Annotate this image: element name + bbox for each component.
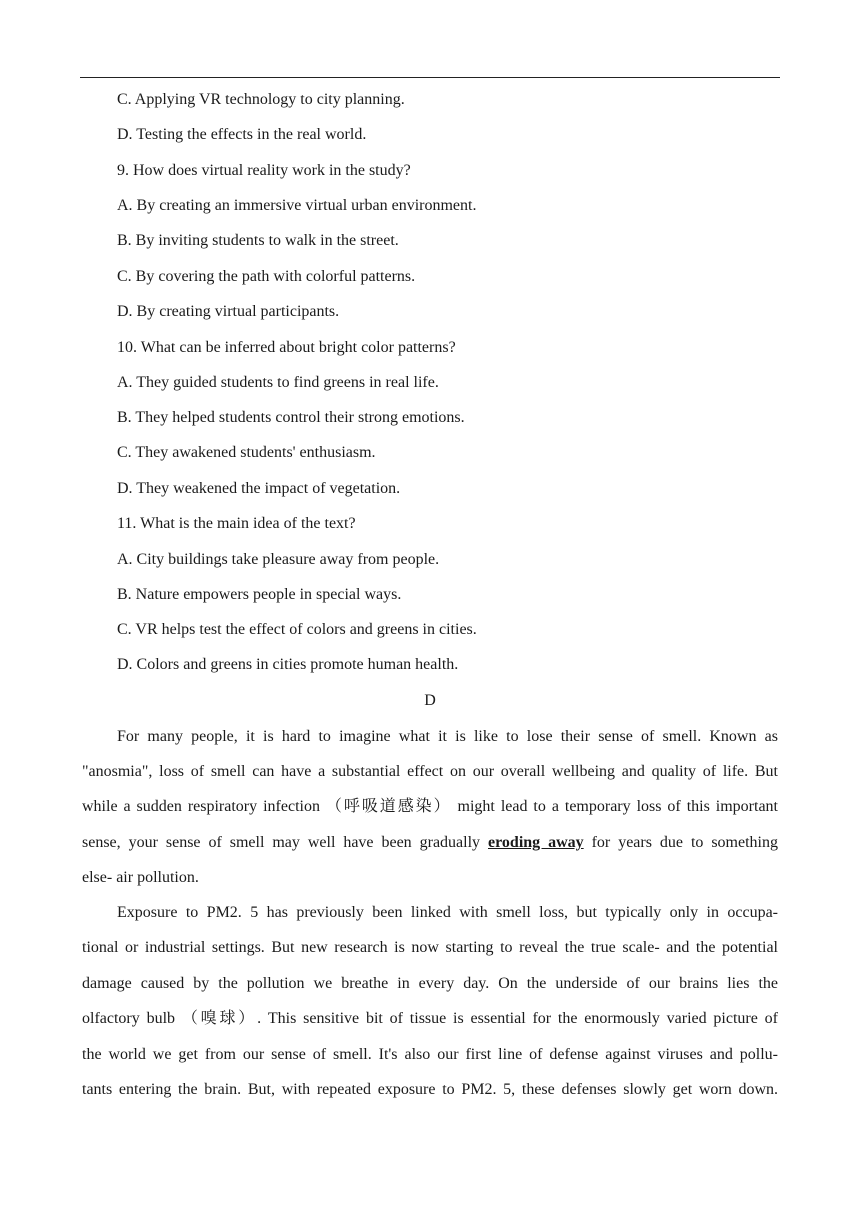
paragraph-line: while a sudden respiratory infection （呼吸道感染） might lead to a temporary loss of this important: [82, 798, 778, 815]
q11-option-b: B. Nature empowers people in special ways.: [117, 586, 402, 603]
paragraph-line: Exposure to PM2. 5 has previously been linked with smell loss, but typically only in occupa-: [117, 904, 778, 921]
passage-label: D: [424, 692, 436, 709]
q11-option-a: A. City buildings take pleasure away from people.: [117, 551, 440, 568]
q8-option-c: C. Applying VR technology to city planning.: [117, 91, 405, 108]
q9-option-c: C. By covering the path with colorful patterns.: [117, 268, 416, 285]
line-text: sense, your sense of smell may well have been gradually: [82, 834, 488, 851]
paragraph-line: damage caused by the pollution we breathe in every day. On the underside of our brains lies the: [82, 975, 778, 992]
q11-option-c: C. VR helps test the effect of colors and greens in cities.: [117, 621, 477, 638]
paragraph-line: tants entering the brain. But, with repeated exposure to PM2. 5, these defenses slowly get worn down.: [82, 1081, 778, 1098]
question-9: 9. How does virtual reality work in the study?: [117, 162, 411, 179]
q10-option-a: A. They guided students to find greens in real life.: [117, 374, 439, 391]
q8-option-d: D. Testing the effects in the real world.: [117, 126, 367, 143]
q10-option-b: B. They helped students control their strong emotions.: [117, 409, 465, 426]
paragraph-line: else- air pollution.: [82, 869, 199, 886]
question-10: 10. What can be inferred about bright color patterns?: [117, 339, 456, 356]
paragraph-line: [82, 833, 778, 853]
underlined-phrase: eroding away: [488, 834, 584, 851]
q11-option-d: D. Colors and greens in cities promote human health.: [117, 656, 459, 673]
paragraph-line: "anosmia", loss of smell can have a substantial effect on our overall wellbeing and quality of life. But: [82, 763, 778, 780]
header-rule: [80, 77, 780, 78]
q9-option-a: A. By creating an immersive virtual urban environment.: [117, 197, 477, 214]
question-11: 11. What is the main idea of the text?: [117, 515, 356, 532]
line-text: for years due to something: [583, 834, 778, 851]
q10-option-d: D. They weakened the impact of vegetation.: [117, 480, 401, 497]
paragraph-line: For many people, it is hard to imagine what it is like to lose their sense of smell. Known as: [117, 728, 778, 745]
paragraph-line: tional or industrial settings. But new research is now starting to reveal the true scale- and the potential: [82, 939, 778, 956]
q10-option-c: C. They awakened students' enthusiasm.: [117, 444, 376, 461]
paragraph-line: the world we get from our sense of smell. It's also our first line of defense against viruses and pollu-: [82, 1046, 778, 1063]
q9-option-b: B. By inviting students to walk in the street.: [117, 232, 399, 249]
q9-option-d: D. By creating virtual participants.: [117, 303, 340, 320]
paragraph-line: olfactory bulb （嗅球）. This sensitive bit of tissue is essential for the enormously varied picture of: [82, 1010, 778, 1027]
